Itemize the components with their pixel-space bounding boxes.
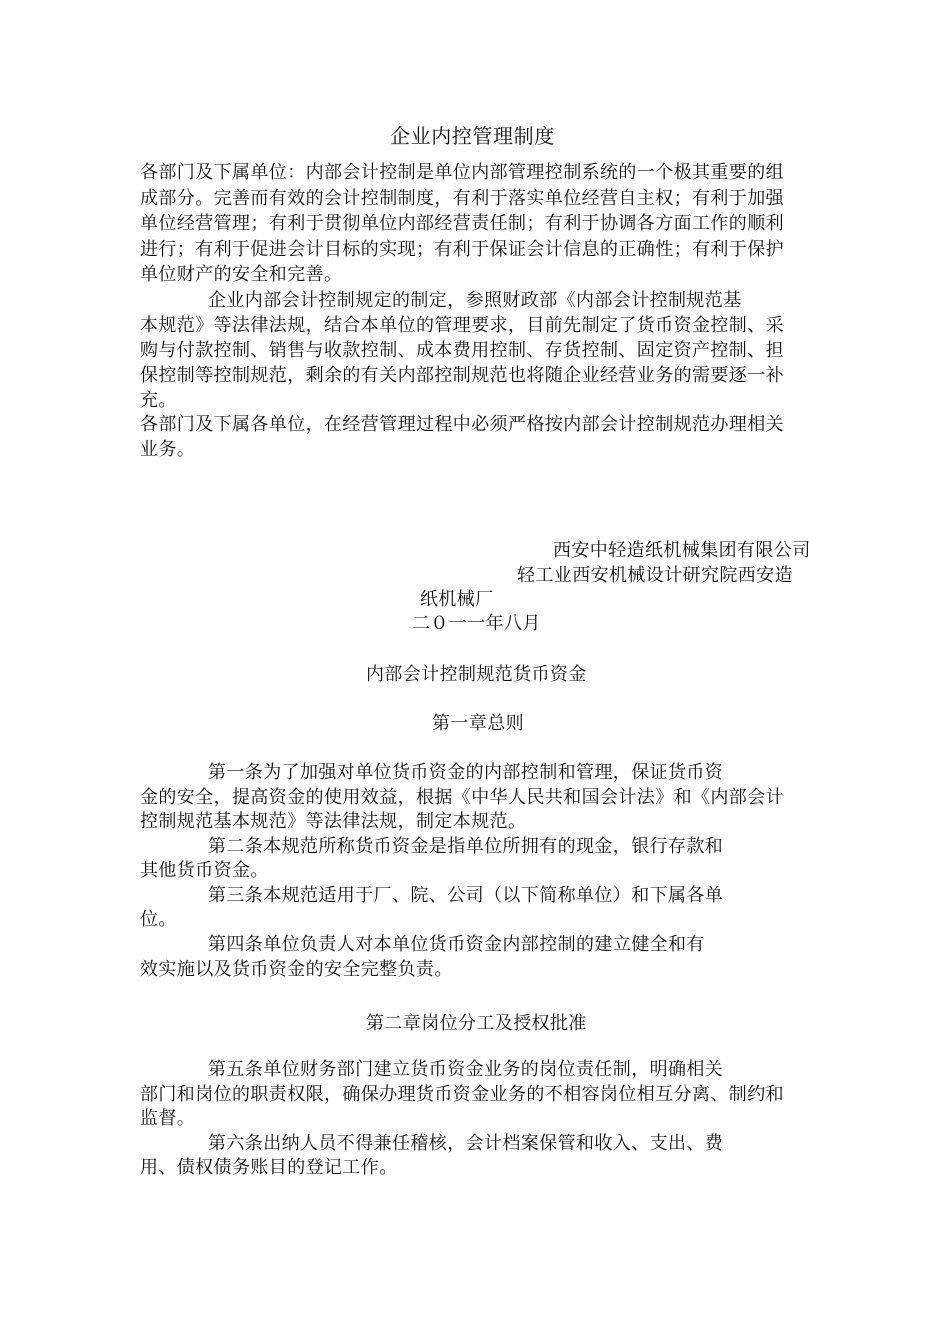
signature-org1: 西安中轻造纸机械集团有限公司 bbox=[553, 540, 811, 561]
article-line: 第四条单位负责人对本单位货币资金内部控制的建立健全和有 bbox=[208, 934, 705, 955]
article-line: 部门和岗位的职责权限，确保办理货币资金业务的不相容岗位相互分离、制约和 bbox=[140, 1084, 784, 1105]
intro-line: 单位财产的安全和完善。 bbox=[140, 264, 343, 285]
article-line: 其他货币资金。 bbox=[140, 860, 269, 881]
intro-line: 单位经营管理；有利于贯彻单位内部经营责任制；有利于协调各方面工作的顺利 bbox=[140, 213, 784, 234]
signature-org2: 轻工业西安机械设计研究院西安造 bbox=[517, 565, 793, 586]
document-title: 企业内控管理制度 bbox=[390, 124, 555, 148]
article-line: 控制规范基本规范》等法律法规，制定本规范。 bbox=[140, 811, 527, 832]
article-line: 第一条为了加强对单位货币资金的内部控制和管理，保证货币资 bbox=[208, 762, 724, 783]
article-line: 金的安全，提高资金的使用效益，根据《中华人民共和国会计法》和《内部会计 bbox=[140, 787, 784, 808]
article-line: 效实施以及货币资金的安全完整负责。 bbox=[140, 959, 453, 980]
signature-org2-cont: 纸机械厂 bbox=[420, 589, 494, 610]
intro-line: 业务。 bbox=[140, 439, 196, 460]
article-line: 第六条出纳人员不得兼任稽核，会计档案保管和收入、支出、费 bbox=[208, 1133, 724, 1154]
article-line: 位。 bbox=[140, 909, 177, 930]
signature-date: 二０一一年八月 bbox=[412, 613, 541, 634]
intro-line: 本规范》等法律法规，结合本单位的管理要求，目前先制定了货币资金控制、采 bbox=[140, 315, 784, 336]
intro-line: 各部门及下属各单位，在经营管理过程中必须严格按内部会计控制规范办理相关 bbox=[140, 414, 784, 435]
intro-line: 各部门及下属单位：内部会计控制是单位内部管理控制系统的一个极其重要的组 bbox=[140, 162, 784, 183]
intro-line: 企业内部会计控制规定的制定，参照财政部《内部会计控制规范基 bbox=[208, 290, 742, 311]
section-title: 内部会计控制规范货币资金 bbox=[366, 664, 587, 685]
intro-line: 成部分。完善而有效的会计控制制度，有利于落实单位经营自主权；有利于加强 bbox=[140, 188, 784, 209]
chapter-2-title: 第二章岗位分工及授权批准 bbox=[366, 1013, 587, 1034]
article-line: 监督。 bbox=[140, 1108, 196, 1129]
article-line: 用、债权债务账目的登记工作。 bbox=[140, 1157, 398, 1178]
article-line: 第五条单位财务部门建立货币资金业务的岗位责任制，明确相关 bbox=[208, 1059, 724, 1080]
article-line: 第三条本规范适用于厂、院、公司（以下简称单位）和下属各单 bbox=[208, 885, 724, 906]
intro-line: 进行；有利于促进会计目标的实现；有利于保证会计信息的正确性；有利于保护 bbox=[140, 239, 784, 260]
intro-line: 购与付款控制、销售与收款控制、成本费用控制、存货控制、固定资产控制、担 bbox=[140, 340, 784, 361]
chapter-1-title: 第一章总则 bbox=[432, 713, 524, 734]
article-line: 第二条本规范所称货币资金是指单位所拥有的现金，银行存款和 bbox=[208, 836, 724, 857]
intro-line: 充。 bbox=[140, 390, 177, 411]
intro-line: 保控制等控制规范，剩余的有关内部控制规范也将随企业经营业务的需要逐一补 bbox=[140, 365, 784, 386]
